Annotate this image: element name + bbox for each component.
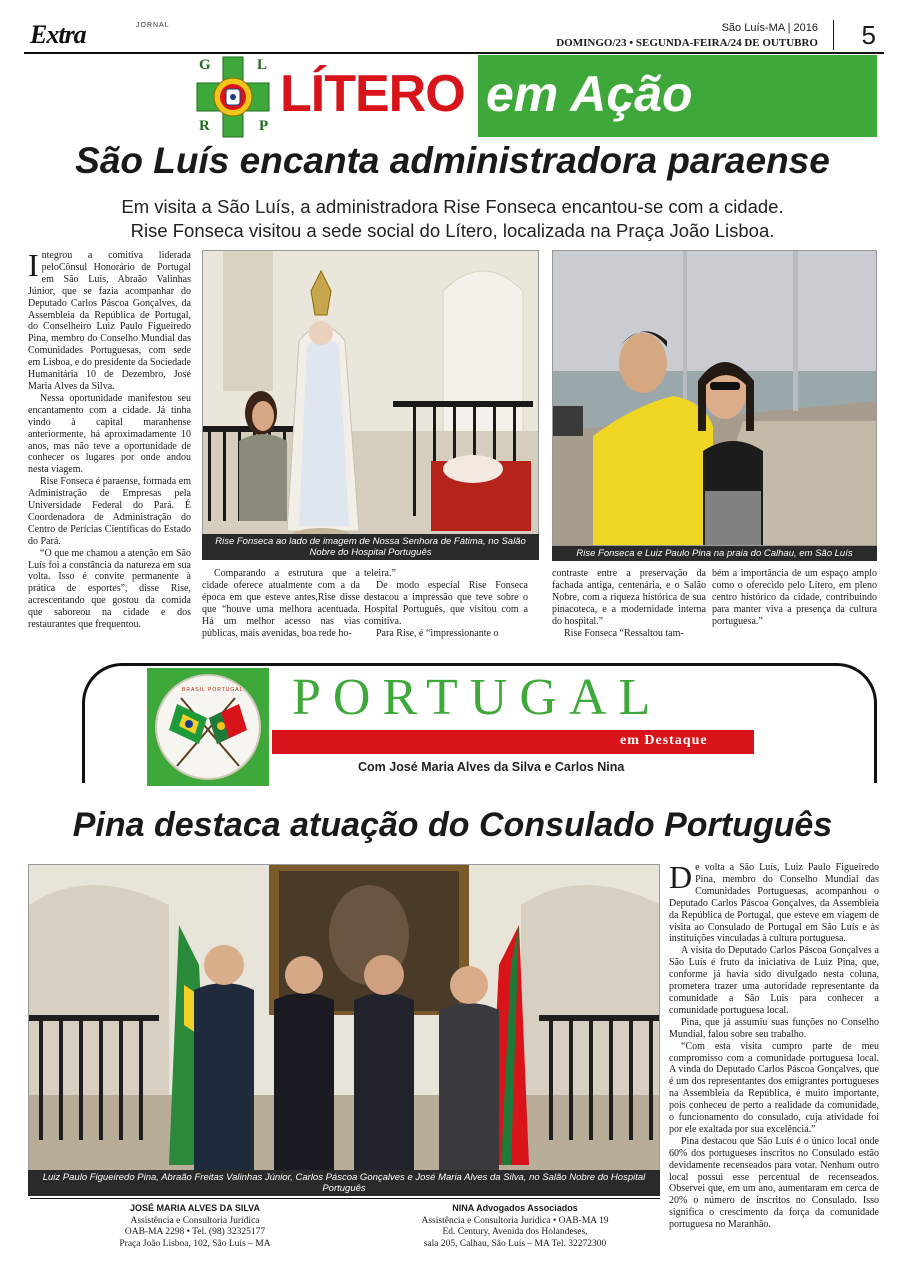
column-authors: Com José Maria Alves da Silva e Carlos Nina — [358, 760, 625, 774]
section-title-em-acao: em Ação — [486, 66, 693, 122]
signature-name: JOSÉ MARIA ALVES DA SILVA — [129, 1203, 260, 1213]
article2-paragraph: e volta a São Luís, Luiz Paulo Figueiredo Pina, membro do Conselho Mundial das Comunidades Portuguesas, acompanhou o Deputado Carlos Páscoa Gonçalves, da Assembleia da República de Portugal, que esteve em viagem de visita ao Consulado de Portugal em São Luís e às instituições vinculadas à cultura portuguesa. — [669, 862, 879, 945]
article1-column-4 — [552, 568, 706, 639]
emblem-letter-g: G — [199, 57, 211, 73]
column-subtitle: em Destaque — [620, 733, 708, 748]
header-divider — [833, 20, 834, 50]
article1-paragraph: bém a importância de um espaço amplo como o oferecido pelo Lítero, em pleno centro histórico da cidade, contribuindo para manter viva a presença da cultura portuguesa.” — [712, 568, 877, 627]
emblem-letter-r: R — [199, 118, 210, 134]
footer-divider — [30, 1198, 660, 1199]
article1-column-3 — [364, 568, 528, 639]
header-date: DOMINGO/23 • SEGUNDA-FEIRA/24 DE OUTUBRO — [556, 37, 818, 49]
article1-paragraph: Para Rise, é “impressionante o — [376, 627, 499, 639]
newspaper-logo: Extra — [30, 20, 86, 49]
signature-line: Assistência e Consultoria Jurídica • OAB-MA 19 — [421, 1215, 609, 1226]
article1-paragraph: contraste entre a preservação da fachada antiga, centenária, e o Salão Nobre, com a riqueza histórica de sua pinacoteca, e a modernidade interna do hospital.” — [552, 568, 706, 627]
signature-line: Praça João Lisboa, 102, São Luís – MA — [119, 1238, 271, 1249]
header-city-year: São Luís-MA | 2016 — [721, 22, 818, 34]
signature-line: Ed. Century, Avenida dos Holandeses, — [442, 1227, 588, 1237]
photo-statue-caption: Rise Fonseca ao lado de imagem de Nossa Senhora de Fátima, no Salão Nobre do Hospital Português — [202, 534, 539, 560]
article1-column-2 — [202, 568, 360, 639]
article1-column-1 — [28, 247, 191, 631]
emblem-letter-p: P — [259, 118, 269, 134]
column-title: PORTUGAL — [292, 669, 663, 726]
article1-subhead-line2: Rise Fonseca visitou a sede social do Lítero, localizada na Praça João Lisboa. — [130, 220, 775, 241]
photo-beach-caption: Rise Fonseca e Luiz Paulo Pina na praia do Calhau, em São Luís — [552, 546, 877, 561]
article2-paragraph: Pina destacou que São Luís é o único local onde 60% dos portugueses inscritos no Consulado estão devidamente recenseados para votar. Nenhum outro local possui esse percentual de recenseados. Observei que, em um ano, aumentaram em cerca de 20% o número de inscritos no Consulado. Isso significa o crescimento da força da comunidade portuguesa no Maranhão. — [669, 1135, 879, 1231]
article2-paragraph: “Com esta visita cumpro parte de meu compromisso com a comunidade portuguesa local. A vinda do Deputado Carlos Páscoa Gonçalves, que é um dos representantes dos emigrantes portugueses na Assembleia da República, é muito importante, pois conheceu de perto a realidade da comunidade, o funcionamento do consulado, cuja atividade foi por ele exaltada por sua excelência.” — [669, 1040, 879, 1135]
article1-subhead-line1: Em visita a São Luís, a administradora Rise Fonseca encantou-se com a cidade. — [121, 196, 784, 217]
signature-block — [90, 1203, 300, 1250]
signature-block — [395, 1203, 635, 1250]
article2-paragraph: Pina, que já assumiu suas funções no Conselho Mundial, falou sobre seu trabalho. — [669, 1016, 879, 1040]
photo-group — [28, 864, 660, 1187]
dropcap: D — [669, 859, 693, 895]
article1-paragraph: Nessa oportunidade manifestou seu encantamento com a cidade. Já tinha vindo à capital maranhense anteriormente, há aproximadamente 10 anos, mas não teve a oportunidade de conhecer os lugares por onde andou nesta viagem. — [28, 392, 191, 476]
signature-name: NINA Advogados Associados — [452, 1203, 578, 1213]
article1-paragraph: “O que me chamou a atenção em São Luís foi a constância da natureza em sua volta. Isso é convite permanente à prática de esportes”, disse Rise, acrescentando que gostou da comida que saboreou na cidade e dos restaurantes que frequentou. — [28, 547, 191, 631]
signature-line: OAB-MA 2298 • Tel. (98) 32325177 — [124, 1227, 266, 1237]
signature-line: sala 205, Calhau, São Luís – MA Tel. 32272300 — [423, 1238, 607, 1249]
article2-headline: Pina destaca atuação do Consulado Português — [72, 806, 833, 844]
page-number: 5 — [861, 20, 876, 50]
emblem-letter-l: L — [257, 57, 268, 73]
page-header — [24, 18, 884, 54]
article1-subhead — [0, 195, 905, 243]
article1-paragraph: De modo especial Rise Fonseca destacou a impressão que teve sobre o Hospital Português, que visitou com a comitiva. — [364, 579, 528, 627]
photo-statue — [202, 250, 539, 560]
article1-paragraph: teleira.” — [364, 568, 396, 579]
photo-group-caption: Luiz Paulo Figueiredo Pina, Abraão Freitas Valinhas Júnior, Carlos Páscoa Gonçalves e José Maria Alves da Silva, no Salão Nobre do Hospital Português — [28, 1170, 660, 1196]
article1-paragraph: ntegrou a comitiva liderada peloCônsul Honorário de Portugal em São Luís, Abraão Valinhas Júnior, que se fazia acompanhar do Deputado Carlos Páscoa Gonçalves, da Assembleia da República de Portugal, do Conselheiro Luiz Paulo Figueiredo Pina, membro do Conselho Mundial das Comunidades Portuguesas, com sede em Lisboa, e do presidente da Sociedade Humanitária 10 de Dezembro, José Maria Alves da Silva. — [28, 250, 191, 392]
article1-paragraph: Comparando a estrutura que a cidade oferece atualmente com a da época em que esteve antes,Rise disse que “houve uma melhora acentuada. Há um melhor acesso nas vias públicas, mais avenidas, boa rede ho- — [202, 568, 360, 639]
article2-paragraph: A visita do Deputado Carlos Páscoa Gonçalves a São Luís é fruto da iniciativa de Luiz Pina, que, conforme já havia sido divulgado nesta coluna, prometera trazer uma autoridade representante da comunidade a São Luís para conhecer a comunidade portuguesa local. — [669, 945, 879, 1016]
plate-text: BRASIL PORTUGAL — [182, 687, 244, 693]
newspaper-logo-small: JORNAL — [136, 22, 170, 29]
column-plate-image — [147, 668, 269, 786]
article1-paragraph: Rise Fonseca é paraense, formada em Administração de Empresas pela Universidade Federal do Pará. É Coordenadora de Administração do Centro de Perícias Científicas do Estado do Pará. — [28, 476, 191, 547]
article1-column-5 — [712, 568, 877, 628]
article1-headline: São Luís encanta administradora paraense — [75, 140, 830, 181]
article2-column — [669, 859, 879, 1231]
article1-paragraph: Rise Fonseca “Ressaltou tam- — [564, 627, 684, 639]
section-title-litero: LÍTERO — [280, 65, 465, 123]
signature-line: Assistência e Consultoria Jurídica — [130, 1215, 260, 1226]
dropcap: I — [28, 247, 39, 283]
photo-beach — [552, 250, 877, 546]
